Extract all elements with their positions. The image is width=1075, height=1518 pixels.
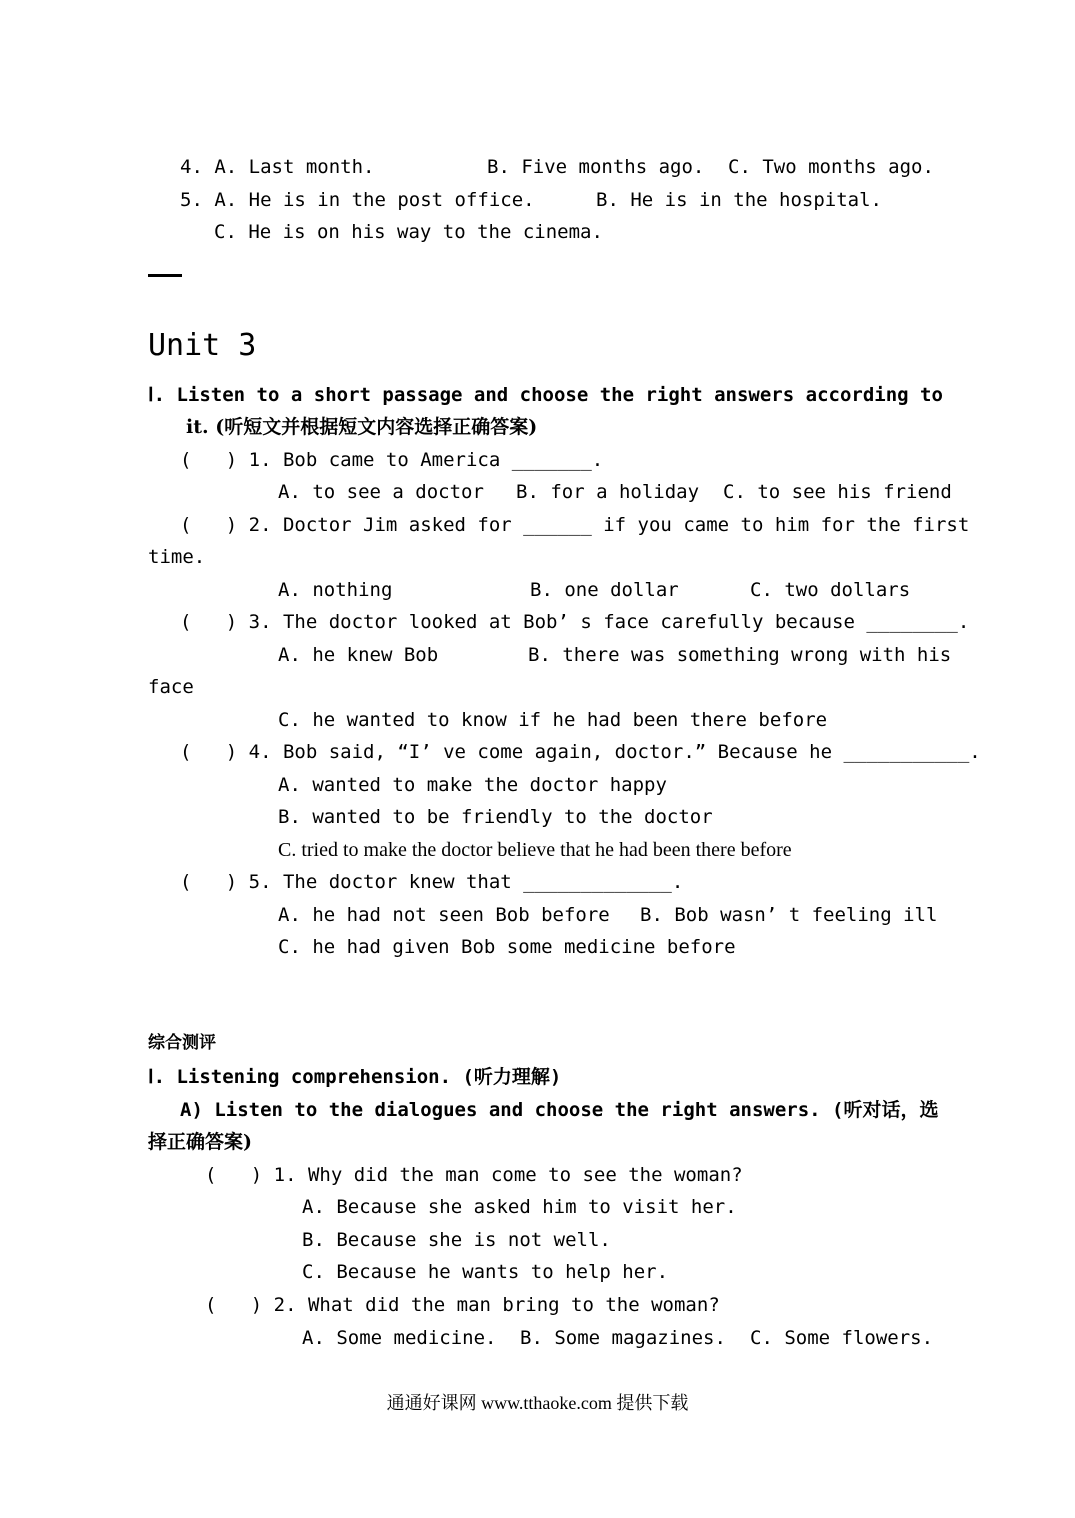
unit-title: Unit 3 bbox=[148, 328, 257, 363]
question-3-stem: ( ) 3. The doctor looked at Bob’ s face carefully because ________. bbox=[180, 611, 970, 633]
review-question-1-option-b: B. Because she is not well. bbox=[302, 1229, 611, 1251]
q5-option-b: B. He is in the hospital. bbox=[596, 189, 882, 211]
question-5-option-a: A. he had not seen Bob before bbox=[278, 904, 610, 926]
review-question-1-option-c: C. Because he wants to help her. bbox=[302, 1261, 669, 1283]
question-2-option-b: B. one dollar bbox=[530, 579, 679, 601]
question-1-stem: ( ) 1. Bob came to America _______. bbox=[180, 449, 604, 471]
question-3-option-a: A. he knew Bob bbox=[278, 644, 439, 666]
q5-option-c: C. He is on his way to the cinema. bbox=[214, 221, 603, 243]
question-5-option-c: C. he had given Bob some medicine before bbox=[278, 936, 736, 958]
q4-option-c: C. Two months ago. bbox=[728, 156, 934, 178]
question-2-stem-cont: time. bbox=[148, 546, 206, 568]
part-a-heading-line2: 择正确答案) bbox=[148, 1131, 252, 1153]
section-heading-line2: it. (听短文并根据短文内容选择正确答案) bbox=[186, 416, 538, 438]
question-1-option-a: A. to see a doctor bbox=[278, 481, 484, 503]
question-4-option-a: A. wanted to make the doctor happy bbox=[278, 774, 667, 796]
question-5-option-b: B. Bob wasn’ t feeling ill bbox=[640, 904, 938, 926]
question-1-option-c: C. to see his friend bbox=[723, 481, 952, 503]
review-title: 综合测评 bbox=[148, 1033, 216, 1053]
review-question-2-option-a: A. Some medicine. bbox=[302, 1327, 497, 1349]
review-question-1-option-a: A. Because she asked him to visit her. bbox=[302, 1196, 737, 1218]
review-question-1-stem: ( ) 1. Why did the man come to see the woman? bbox=[205, 1164, 743, 1186]
q4-option-a: 4. A. Last month. bbox=[180, 156, 375, 178]
question-2-stem: ( ) 2. Doctor Jim asked for ______ if you came to him for the first bbox=[180, 514, 970, 536]
review-question-2-option-b: B. Some magazines. bbox=[520, 1327, 726, 1349]
page-footer: 通通好课网 www.tthaoke.com 提供下载 bbox=[386, 1393, 689, 1413]
question-2-option-c: C. two dollars bbox=[750, 579, 911, 601]
q4-option-b: B. Five months ago. bbox=[487, 156, 705, 178]
question-4-option-b: B. wanted to be friendly to the doctor bbox=[278, 806, 713, 828]
review-question-2-stem: ( ) 2. What did the man bring to the woman? bbox=[205, 1294, 720, 1316]
question-4-stem: ( ) 4. Bob said, “I’ ve come again, doctor.” Because he ___________. bbox=[180, 741, 981, 763]
section-divider bbox=[148, 274, 182, 277]
review-section-heading: Ⅰ. Listening comprehension. (听力理解) bbox=[148, 1066, 562, 1088]
question-1-option-b: B. for a holiday bbox=[516, 481, 700, 503]
question-3-option-b-cont: face bbox=[148, 676, 194, 698]
part-a-heading-line1: A) Listen to the dialogues and choose the right answers. (听对话，选 bbox=[180, 1099, 939, 1121]
q5-option-a: 5. A. He is in the post office. bbox=[180, 189, 535, 211]
question-3-option-c: C. he wanted to know if he had been there before bbox=[278, 709, 828, 731]
question-4-option-c: C. tried to make the doctor believe that he had been there before bbox=[278, 839, 792, 861]
section-heading-line1: Ⅰ. Listen to a short passage and choose the right answers according to bbox=[148, 384, 943, 406]
question-5-stem: ( ) 5. The doctor knew that _____________. bbox=[180, 871, 684, 893]
question-2-option-a: A. nothing bbox=[278, 579, 393, 601]
question-3-option-b: B. there was something wrong with his bbox=[528, 644, 952, 666]
review-question-2-option-c: C. Some flowers. bbox=[750, 1327, 934, 1349]
